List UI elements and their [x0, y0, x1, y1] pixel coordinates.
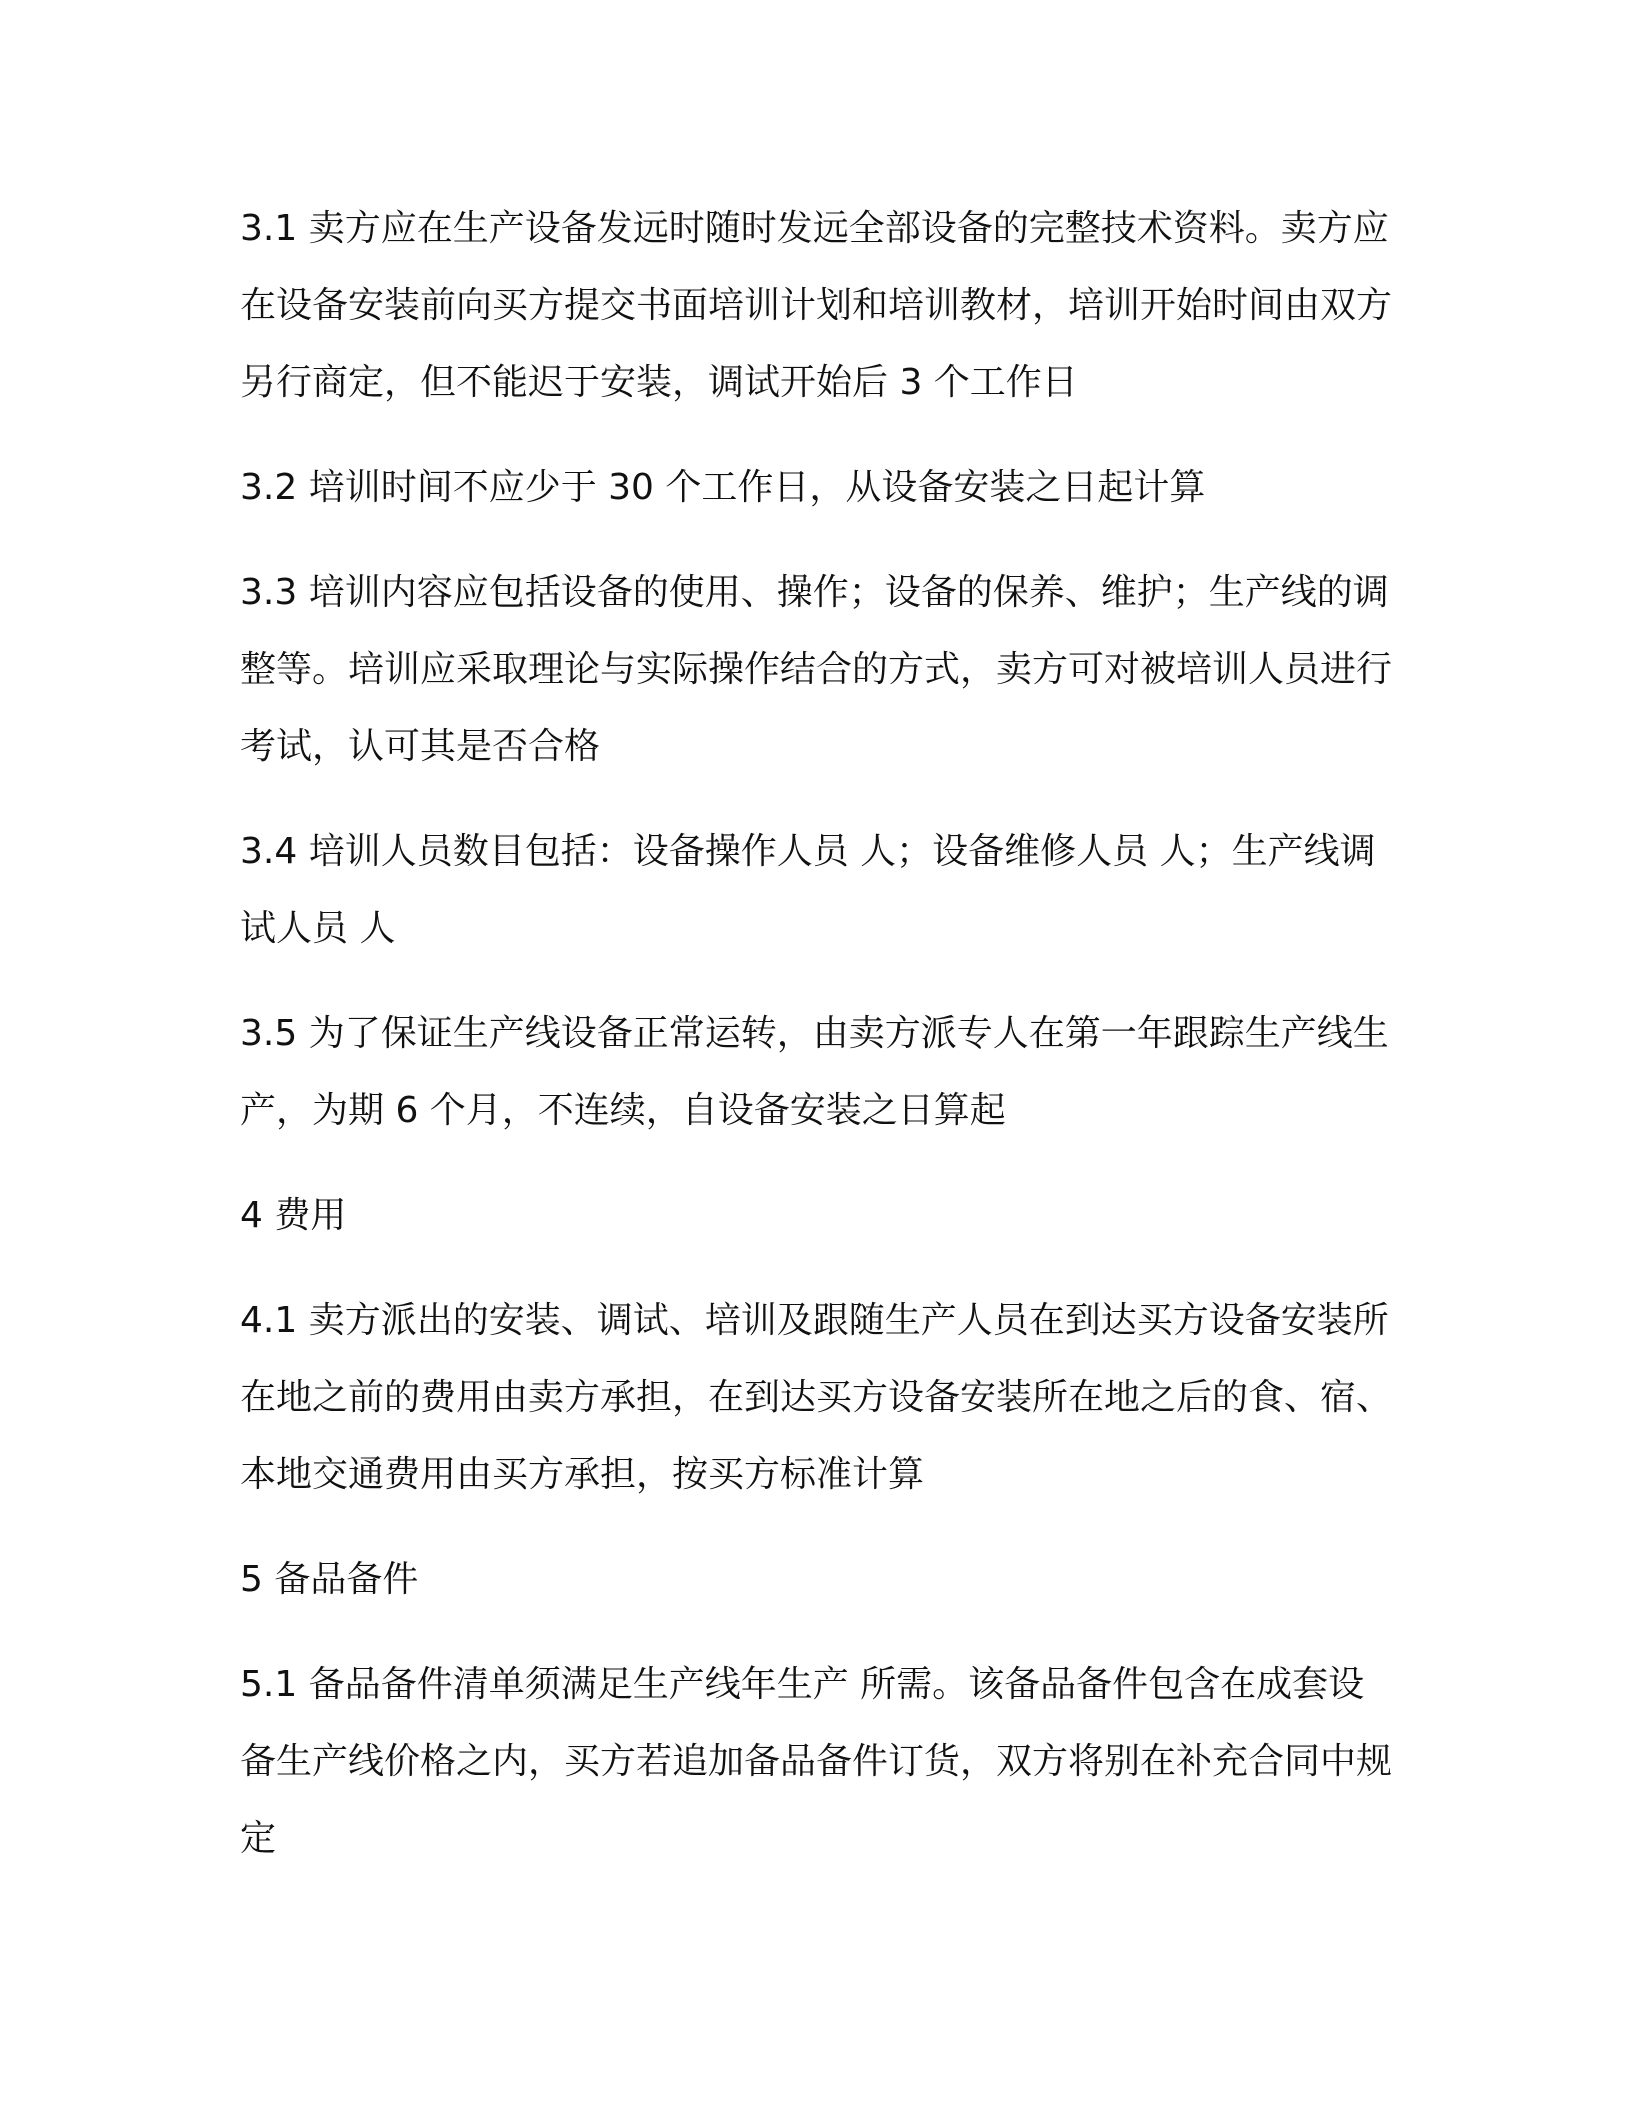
- document-body: [240, 190, 1400, 1905]
- clause-3-3: 3.3 培训内容应包括设备的使用、操作；设备的保养、维护；生产线的调整等。培训应采取理论与实际操作结合的方式，卖方可对被培训人员进行考试，认可其是否合格: [240, 572, 1393, 767]
- clause-5-1: 5.1 备品备件清单须满足生产线年生产 所需。该备品备件包含在成套设备生产线价格之内，买方若追加备品备件订货，双方将别在补充合同中规定: [240, 1664, 1393, 1859]
- clause-3-1: 3.1 卖方应在生产设备发远时随时发远全部设备的完整技术资料。卖方应在设备安装前向买方提交书面培训计划和培训教材，培训开始时间由双方另行商定，但不能迟于安装，调试开始后 3 个工作日: [240, 208, 1393, 403]
- clause-3-2: 3.2 培训时间不应少于 30 个工作日，从设备安装之日起计算: [240, 467, 1206, 508]
- clause-4-1: 4.1 卖方派出的安装、调试、培训及跟随生产人员在到达买方设备安装所在地之前的费用由卖方承担，在到达买方设备安装所在地之后的食、宿、本地交通费用由买方承担，按买方标准计算: [240, 1300, 1393, 1495]
- clause-3-4: 3.4 培训人员数目包括：设备操作人员 人；设备维修人员 人；生产线调试人员 人: [240, 831, 1376, 949]
- section-5-heading: 5 备品备件: [240, 1559, 419, 1600]
- clause-3-5: 3.5 为了保证生产线设备正常运转，由卖方派专人在第一年跟踪生产线生产，为期 6 个月，不连续，自设备安装之日算起: [240, 1013, 1389, 1131]
- section-4-heading: 4 费用: [240, 1195, 347, 1236]
